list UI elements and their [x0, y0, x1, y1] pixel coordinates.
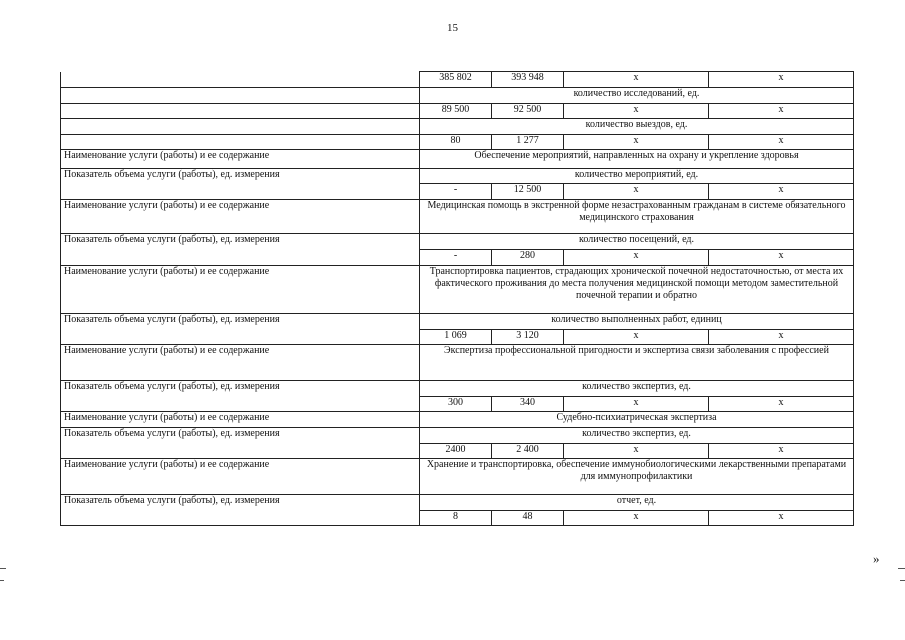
- value-cell: 1 277: [492, 135, 564, 150]
- value-cell: 280: [492, 250, 564, 266]
- unit-cell: количество мероприятий, ед.: [420, 169, 854, 184]
- services-table: [60, 71, 854, 526]
- indicator-label: Показатель объема услуги (работы), ед. измерения: [61, 381, 420, 412]
- service-row: [61, 266, 854, 314]
- value-cell: х: [709, 397, 854, 412]
- unit-cell: количество выполненных работ, единиц: [420, 314, 854, 330]
- service-description: Транспортировка пациентов, страдающих хронической почечной недостаточностью, от места их фактического проживания до места получения медицинской помощи методом заместительной почечной терапии и обратно: [420, 266, 854, 314]
- value-cell: х: [564, 104, 709, 119]
- service-description: Медицинская помощь в экстренной форме незастрахованным гражданам в системе обязательного медицинского страхования: [420, 200, 854, 234]
- value-cell: х: [709, 72, 854, 88]
- indicator-label: Показатель объема услуги (работы), ед. измерения: [61, 234, 420, 266]
- value-cell: х: [564, 135, 709, 150]
- service-label: Наименование услуги (работы) и ее содержание: [61, 150, 420, 169]
- value-cell: 2400: [420, 444, 492, 459]
- value-cell: 3 120: [492, 330, 564, 345]
- value-cell: х: [564, 250, 709, 266]
- value-cell: 8: [420, 511, 492, 526]
- value-cell: 12 500: [492, 184, 564, 200]
- value-cell: х: [709, 444, 854, 459]
- service-description: Обеспечение мероприятий, направленных на охрану и укрепление здоровья: [420, 150, 854, 169]
- indicator-label: Показатель объема услуги (работы), ед. измерения: [61, 428, 420, 459]
- indicator-row: [61, 381, 854, 397]
- value-cell: х: [709, 135, 854, 150]
- page-number: 15: [447, 22, 458, 34]
- service-row: [61, 412, 854, 428]
- value-cell: х: [564, 397, 709, 412]
- closing-quote-mark: »: [873, 551, 880, 566]
- table-row: [61, 88, 854, 104]
- service-description: Хранение и транспортировка, обеспечение иммунобиологическими лекарственными препаратами для иммунопрофилактики: [420, 459, 854, 495]
- unit-cell: количество исследований, ед.: [420, 88, 854, 104]
- table-row: [61, 72, 854, 88]
- value-cell: х: [564, 511, 709, 526]
- right-edge-mark: [898, 568, 905, 569]
- table-row: [61, 119, 854, 135]
- service-description: Экспертиза профессиональной пригодности и экспертиза связи заболевания с профессией: [420, 345, 854, 381]
- value-cell: 89 500: [420, 104, 492, 119]
- value-cell: 80: [420, 135, 492, 150]
- service-row: [61, 150, 854, 169]
- service-row: [61, 200, 854, 234]
- value-cell: 2 400: [492, 444, 564, 459]
- label-cell-empty: [61, 88, 420, 104]
- indicator-row: [61, 495, 854, 511]
- value-cell: -: [420, 250, 492, 266]
- unit-cell: количество посещений, ед.: [420, 234, 854, 250]
- value-cell: 393 948: [492, 72, 564, 88]
- indicator-label: Показатель объема услуги (работы), ед. измерения: [61, 495, 420, 526]
- value-cell: 340: [492, 397, 564, 412]
- left-edge-mark: [0, 580, 4, 581]
- value-cell: х: [709, 511, 854, 526]
- label-cell-empty: [61, 72, 420, 88]
- value-cell: 385 802: [420, 72, 492, 88]
- value-cell: х: [564, 330, 709, 345]
- service-label: Наименование услуги (работы) и ее содержание: [61, 459, 420, 495]
- table-row: [61, 104, 854, 119]
- value-cell: х: [564, 72, 709, 88]
- indicator-label: Показатель объема услуги (работы), ед. измерения: [61, 169, 420, 200]
- right-edge-mark: [900, 580, 905, 581]
- service-description: Судебно-психиатрическая экспертиза: [420, 412, 854, 428]
- left-edge-mark: [0, 568, 6, 569]
- value-cell: х: [709, 250, 854, 266]
- indicator-row: [61, 234, 854, 250]
- service-label: Наименование услуги (работы) и ее содержание: [61, 266, 420, 314]
- value-cell: 300: [420, 397, 492, 412]
- service-label: Наименование услуги (работы) и ее содержание: [61, 345, 420, 381]
- value-cell: 1 069: [420, 330, 492, 345]
- value-cell: 48: [492, 511, 564, 526]
- unit-cell: количество экспертиз, ед.: [420, 381, 854, 397]
- indicator-row: [61, 169, 854, 184]
- label-cell-empty: [61, 135, 420, 150]
- value-cell: х: [709, 330, 854, 345]
- label-cell-empty: [61, 104, 420, 119]
- service-label: Наименование услуги (работы) и ее содержание: [61, 200, 420, 234]
- service-label: Наименование услуги (работы) и ее содержание: [61, 412, 420, 428]
- value-cell: х: [564, 184, 709, 200]
- indicator-row: [61, 314, 854, 330]
- indicator-label: Показатель объема услуги (работы), ед. измерения: [61, 314, 420, 345]
- unit-cell: количество выездов, ед.: [420, 119, 854, 135]
- value-cell: х: [709, 184, 854, 200]
- service-row: [61, 459, 854, 495]
- value-cell: 92 500: [492, 104, 564, 119]
- service-row: [61, 345, 854, 381]
- value-cell: х: [709, 104, 854, 119]
- table-row: [61, 135, 854, 150]
- unit-cell: количество экспертиз, ед.: [420, 428, 854, 444]
- label-cell-empty: [61, 119, 420, 135]
- indicator-row: [61, 428, 854, 444]
- value-cell: х: [564, 444, 709, 459]
- value-cell: -: [420, 184, 492, 200]
- unit-cell: отчет, ед.: [420, 495, 854, 511]
